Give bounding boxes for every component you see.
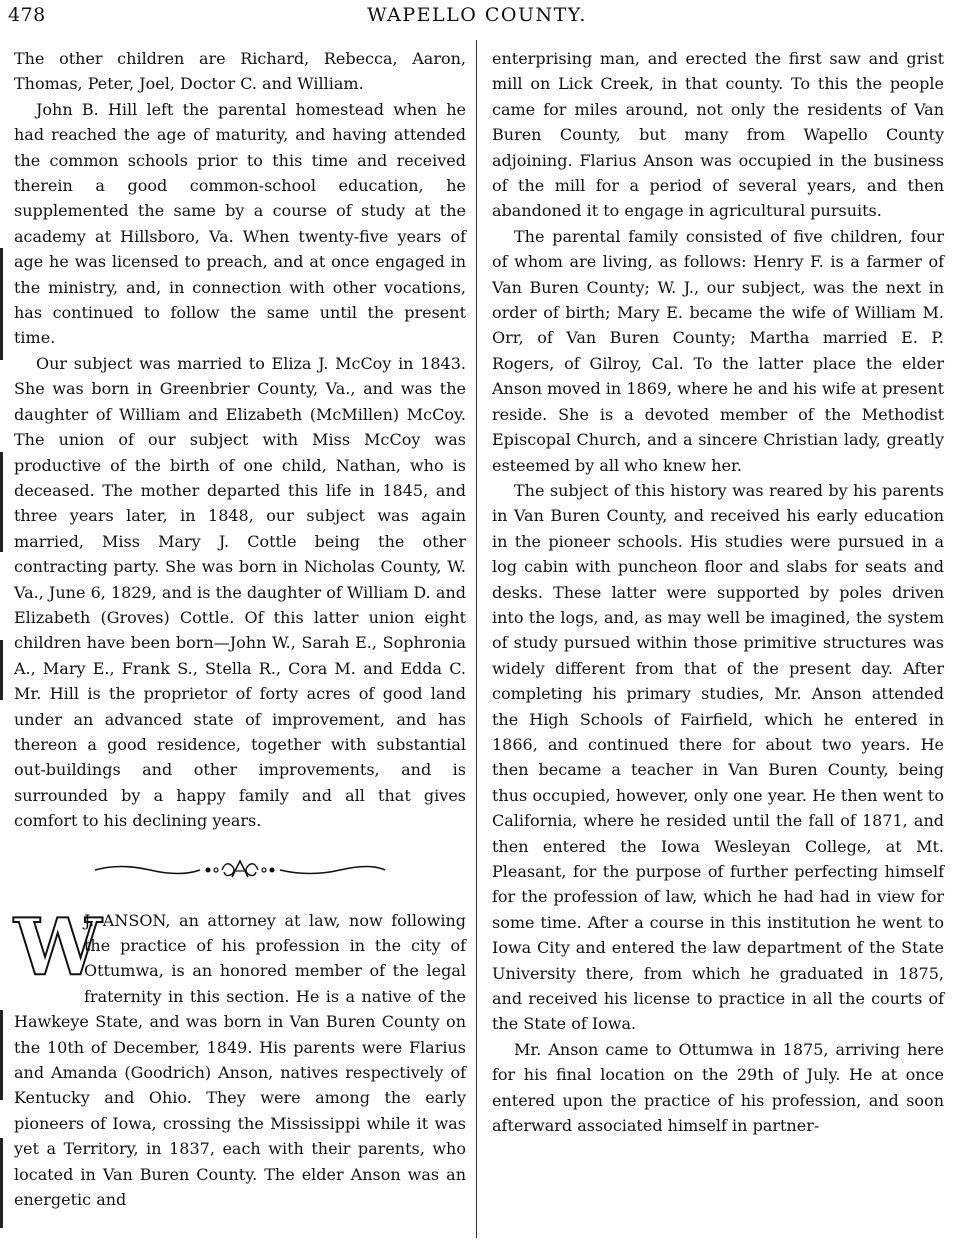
paragraph: The other children are Richard, Rebecca, Aaron, Thomas, Peter, Joel, Doctor C. and William. <box>14 49 466 94</box>
margin-mark <box>0 248 3 360</box>
drop-cap: W <box>14 901 102 993</box>
section-ornament <box>14 850 466 890</box>
margin-mark <box>0 452 3 552</box>
paragraph: John B. Hill left the parental homestead when he had reached the age of maturity, and having attended the common schools prior to this time and received therein a good common-school education, he supplemented the same by a course of study at the academy at Hillsboro, Va. When twenty-five years of age he was licensed to preach, and at once engaged in the ministry, and, in connection with other vocations, has continued to follow the same until the present time. <box>14 99 466 348</box>
margin-mark <box>0 640 3 700</box>
margin-mark <box>0 1010 3 1100</box>
paragraph <box>14 901 466 1213</box>
margin-mark <box>0 1138 3 1228</box>
column-divider <box>476 40 477 1238</box>
right-column <box>492 46 944 1138</box>
paragraph: The subject of this history was reared by his parents in Van Buren County, and received his early education in the pioneer schools. His studies were pursued in a log cabin with puncheon floor and slabs for seats and desks. These latter were supported by poles driven into the logs, and, as may well be imagined, the system of study pursued within those primitive structures was widely different from that of the present day. After completing his primary studies, Mr. Anson attended the High Schools of Fairfield, which he entered in 1866, and continued there for about two years. He then became a teacher in Van Buren County, being thus occupied, however, only one year. He then went to California, where he resided until the fall of 1871, and then entered the Iowa Wesleyan College, at Mt. Pleasant, for the purpose of further perfecting himself for the profession of law, which he had had in view for some time. After a course in this institution he went to Iowa City and entered the law department of the State University there, from which he graduated in 1875, and received his license to practice in all the courts of the State of Iowa. <box>492 480 944 1034</box>
paragraph-text: J. ANSON, an attorney at law, now following the practice of his profession in the city of Ottumwa, is an honored member of the legal fraternity in this section. He is a native of the Hawkeye State, and was born in Van Buren County on the 10th of December, 1849. His parents were Flarius and Amanda (Goodrich) Anson, natives respectively of Kentucky and Ohio. They were among the early pioneers of Iowa, crossing the Mississippi while it was yet a Territory, in 1837, each with their parents, who located in Van Buren County. The elder Anson was an energetic and <box>14 910 466 1210</box>
page-number: 478 <box>8 4 46 26</box>
paragraph: Mr. Anson came to Ottumwa in 1875, arriving here for his final location on the 29th of July. He at once entered upon the practice of his profession, and soon afterward associated himself in partner- <box>492 1039 944 1136</box>
page-header <box>0 0 954 30</box>
paragraph: enterprising man, and erected the first saw and grist mill on Lick Creek, in that county. To this the people came for miles around, not only the residents of Van Buren County, but many from Wapello County adjoining. Flarius Anson was occupied in the business of the mill for a period of several years, and then abandoned it to engage in agricultural pursuits. <box>492 49 944 221</box>
ornament-flourish-icon <box>90 855 390 885</box>
paragraph: Our subject was married to Eliza J. McCoy in 1843. She was born in Greenbrier County, Va., and was the daughter of William and Elizabeth (McMillen) McCoy. The union of our subject with Miss McCoy was productive of the birth of one child, Nathan, who is deceased. The mother departed this life in 1845, and three years later, in 1848, our subject was again married, Miss Mary J. Cottle being the other contracting party. She was born in Nicholas County, W. Va., June 6, 1829, and is the daughter of William D. and Elizabeth (Groves) Cottle. Of this latter union eight children have been born—John W., Sarah E., Sophronia A., Mary E., Frank S., Stella R., Cora M. and Edda C. Mr. Hill is the proprietor of forty acres of good land under an advanced state of improvement, and has thereon a good residence, together with substantial out-buildings and other improvements, and is surrounded by a happy family and all that gives comfort to his declining years. <box>14 353 466 831</box>
left-column <box>14 46 466 1212</box>
paragraph: The parental family consisted of five children, four of whom are living, as follows: Henry F. is a farmer of Van Buren County; W. J., our subject, was the next in order of birth; Mary E. became the wife of William M. Orr, of Van Buren County; Martha married E. P. Rogers, of Gilroy, Cal. To the latter place the elder Anson moved in 1869, where he and his wife at present reside. She is a devoted member of the Methodist Episcopal Church, and a sincere Christian lady, greatly esteemed by all who knew her. <box>492 226 944 475</box>
running-title: WAPELLO COUNTY. <box>367 4 587 26</box>
